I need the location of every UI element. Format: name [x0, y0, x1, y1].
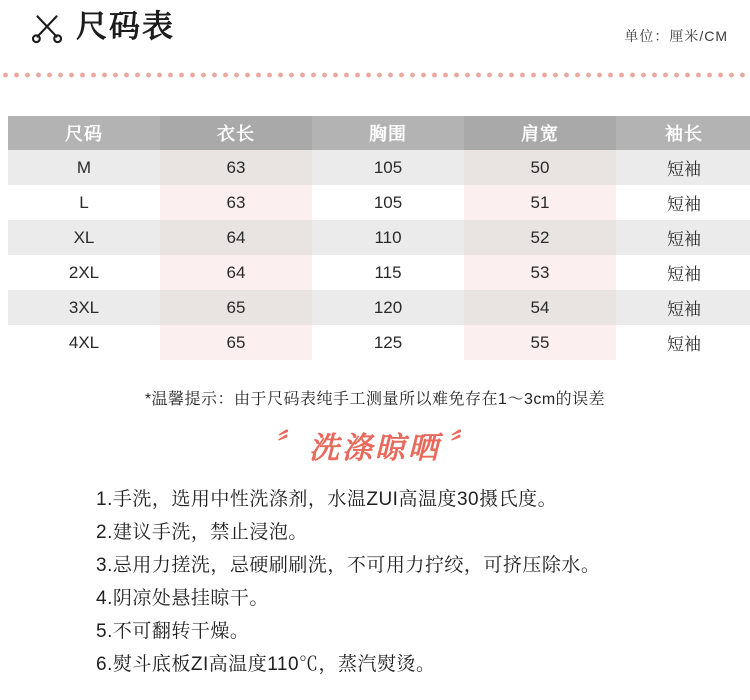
cell-shoulder: 53: [464, 255, 616, 290]
header-title-row: [22, 0, 728, 44]
size-table-head: [8, 116, 750, 150]
unit-label: 单位：厘米/CM: [624, 28, 728, 44]
cell-bust: 105: [312, 185, 464, 220]
page-header: [0, 0, 750, 62]
cell-length: 63: [160, 150, 312, 185]
cell-bust: 110: [312, 220, 464, 255]
measurement-tip: *温馨提示：由于尺码表纯手工测量所以难免存在1～3cm的误差: [144, 391, 606, 408]
wash-care-heading: [0, 423, 750, 467]
quote-close: 〞: [447, 428, 477, 458]
cell-size: L: [8, 185, 160, 220]
table-row: [8, 150, 750, 185]
cell-sleeve: 短袖: [616, 290, 750, 325]
cell-length: 65: [160, 325, 312, 360]
cell-shoulder: 51: [464, 185, 616, 220]
cell-size: M: [8, 150, 160, 185]
cell-sleeve: 短袖: [616, 150, 750, 185]
list-item: 1.手洗，选用中性洗涤剂，水温ZUI高温度30摄氏度。: [96, 489, 558, 510]
table-row: [8, 255, 750, 290]
table-row: [8, 185, 750, 220]
column-header-bust: 胸围: [312, 116, 464, 150]
wash-instructions-list: [0, 483, 750, 681]
list-item: 3.忌用力搓洗，忌硬刷刷洗，不可用力拧绞，可挤压除水。: [96, 555, 601, 576]
cell-sleeve: 短袖: [616, 255, 750, 290]
cell-length: 65: [160, 290, 312, 325]
list-item: 5.不可翻转干燥。: [96, 621, 250, 642]
list-item: 6.熨斗底板ZI高温度110℃，蒸汽熨烫。: [96, 654, 436, 675]
cell-size: 2XL: [8, 255, 160, 290]
cell-bust: 125: [312, 325, 464, 360]
column-header-length: 衣长: [160, 116, 312, 150]
table-header-row: [8, 116, 750, 150]
cell-size: 4XL: [8, 325, 160, 360]
table-row: [8, 290, 750, 325]
size-table-wrapper: [0, 116, 750, 360]
page-title: 尺码表: [76, 9, 175, 44]
list-item: 4.阴凉处悬挂晾干。: [96, 588, 269, 609]
cell-shoulder: 55: [464, 325, 616, 360]
cell-sleeve: 短袖: [616, 325, 750, 360]
size-table-body: [8, 150, 750, 360]
table-row: [8, 220, 750, 255]
column-header-sleeve: 袖长: [616, 116, 750, 150]
list-item: 2.建议手洗，禁止浸泡。: [96, 522, 308, 543]
quote-open: 〞: [273, 428, 303, 458]
column-header-shoulder: 肩宽: [464, 116, 616, 150]
cell-sleeve: 短袖: [616, 220, 750, 255]
cell-size: 3XL: [8, 290, 160, 325]
scissors-icon: [30, 10, 64, 44]
cell-length: 64: [160, 220, 312, 255]
size-table: [8, 116, 750, 360]
cell-shoulder: 50: [464, 150, 616, 185]
cell-bust: 105: [312, 150, 464, 185]
column-header-size: 尺码: [8, 116, 160, 150]
table-row: [8, 325, 750, 360]
wash-care-heading-text: 洗涤晾晒: [309, 432, 441, 465]
cell-shoulder: 52: [464, 220, 616, 255]
cell-length: 63: [160, 185, 312, 220]
cell-bust: 120: [312, 290, 464, 325]
cell-bust: 115: [312, 255, 464, 290]
cell-sleeve: 短袖: [616, 185, 750, 220]
dotted-divider: [0, 72, 750, 78]
cell-length: 64: [160, 255, 312, 290]
cell-shoulder: 54: [464, 290, 616, 325]
cell-size: XL: [8, 220, 160, 255]
